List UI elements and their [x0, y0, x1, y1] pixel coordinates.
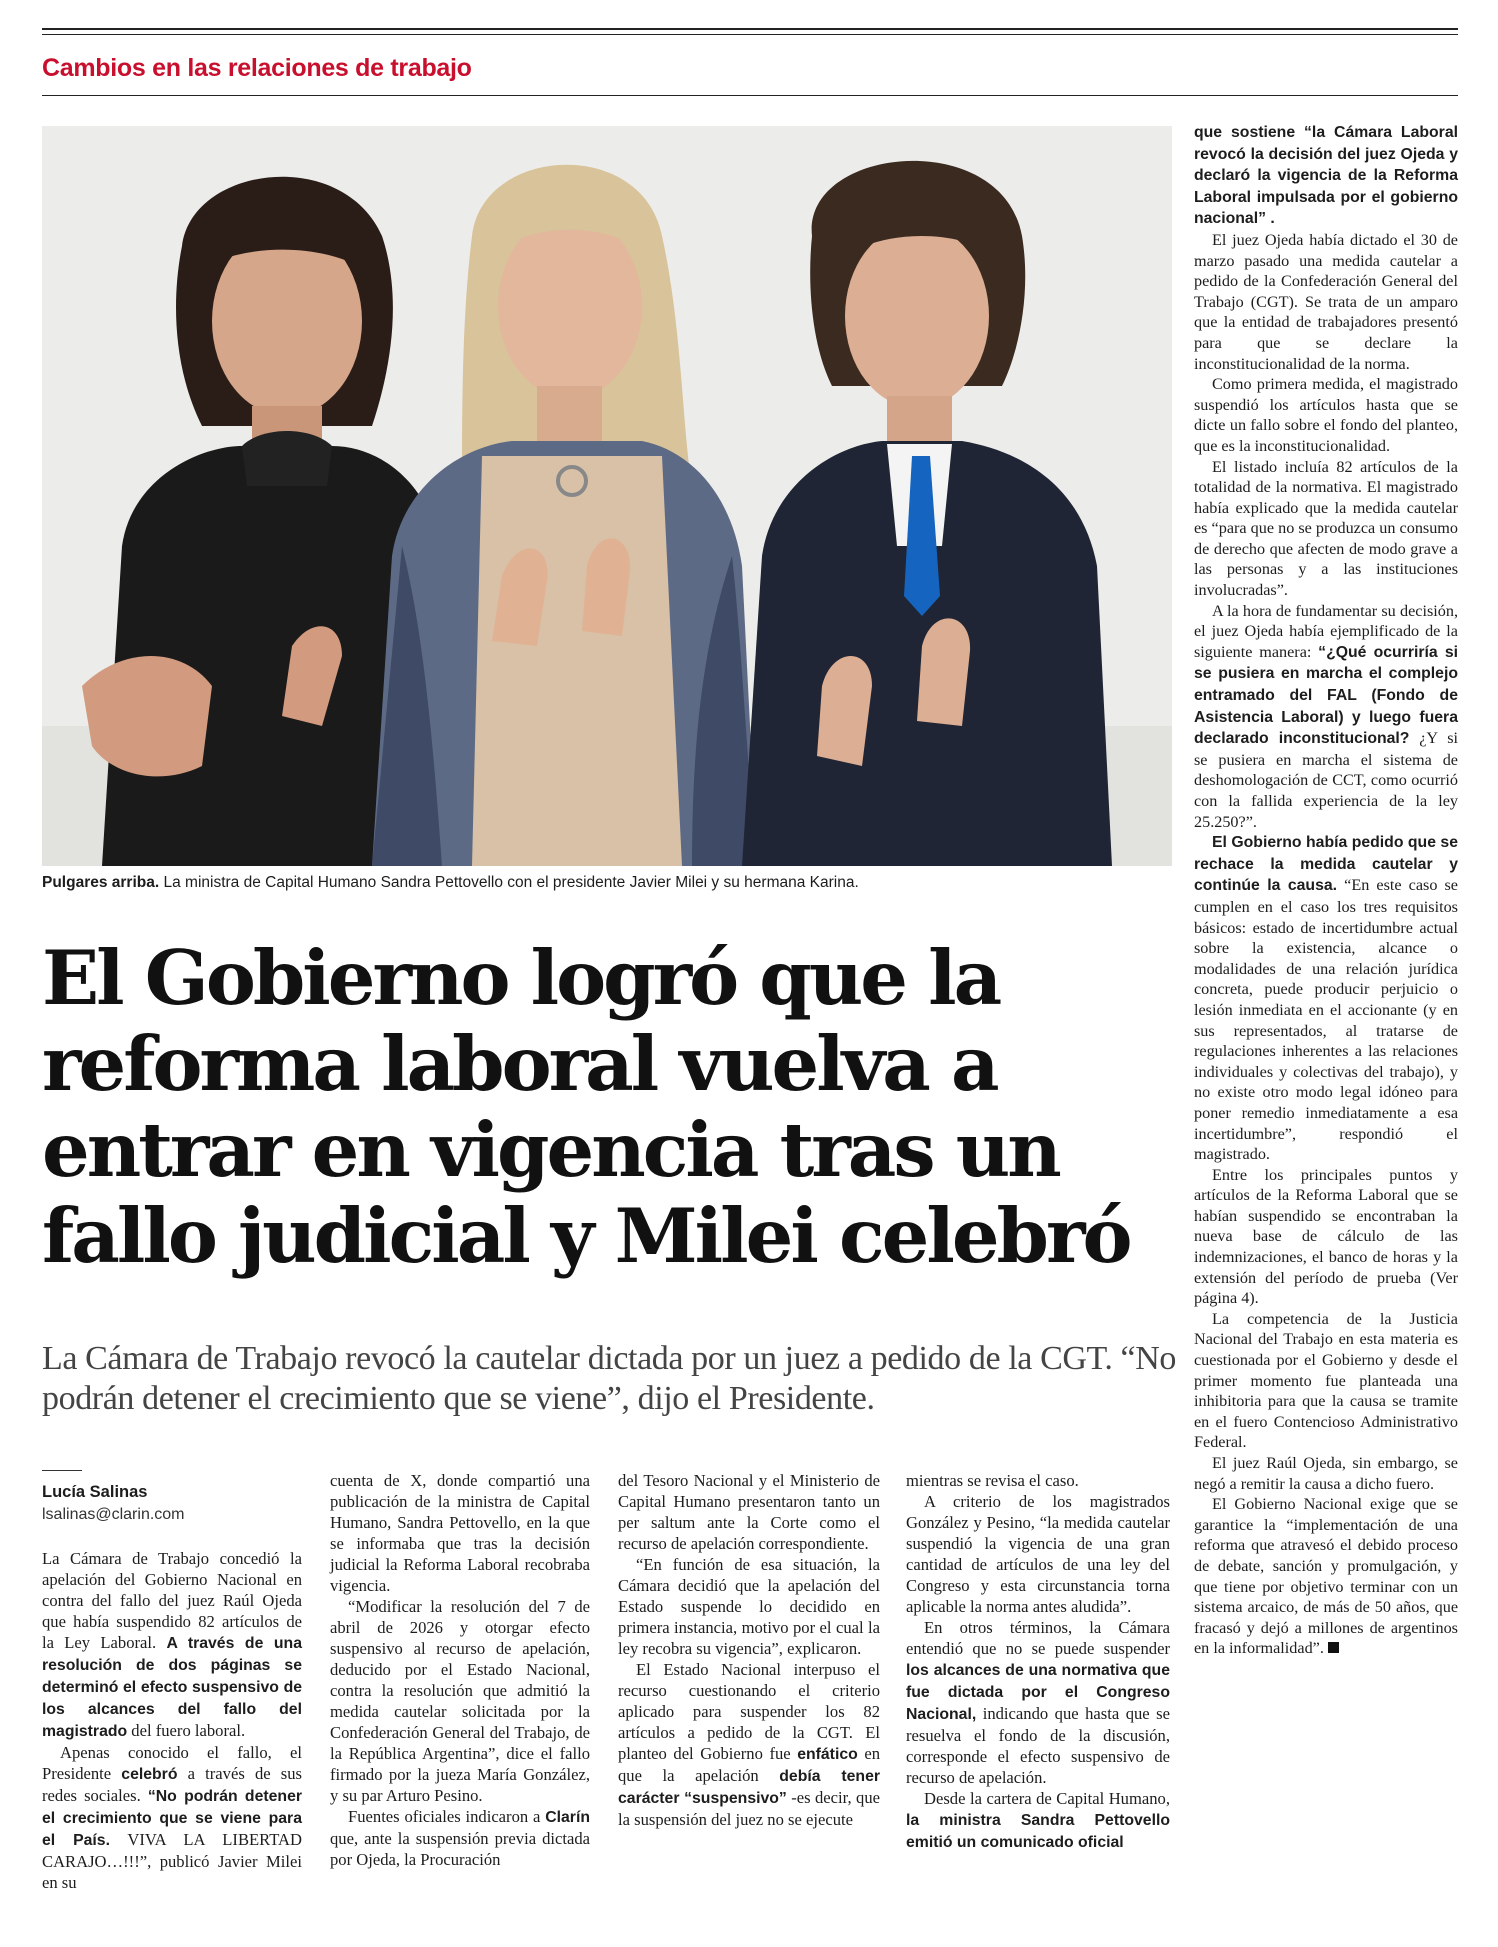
article-column-2	[330, 1470, 590, 1870]
paragraph: “Modificar la resolución del 7 de abril de 2026 y otorgar efecto suspensivo al recurso de apelación, deducido por el Estado Nacional, contra la resolución que admitió la medida cautelar solicitada por la Confederación General del Trabajo, de la República Argentina”, dice el fallo firmado por la jueza María González, y su par Arturo Pesino.	[330, 1597, 590, 1805]
paragraph: cuenta de X, donde compartió una publicación de la ministra de Capital Humano, Sandra Pettovello, en la que se informaba que tras la decisión judicial la Reforma Laboral recobraba vigencia.	[330, 1471, 590, 1595]
article-column-3	[618, 1470, 880, 1830]
paragraph: La Cámara de Trabajo concedió la apelación del Gobierno Nacional en contra del fallo del juez Raúl Ojeda que había suspendido 82 artículos de la Ley Laboral. A través de una resolución de dos páginas se determinó el efecto suspensivo de los alcances del fallo del magistrado del fuero laboral.	[42, 1549, 302, 1740]
photo-three-people	[42, 126, 1172, 866]
article-column-4	[906, 1470, 1170, 1853]
section-title: Cambios en las relaciones de trabajo	[42, 54, 472, 82]
paragraph: A la hora de fundamentar su decisión, el juez Ojeda había ejemplificado de la siguiente manera: “¿Qué ocurriría si se pusiera en marcha el complejo entramado del FAL (Fondo de Asistencia Laboral) y luego fuera declarado inconstitucional? ¿Y si se pusiera en marcha el sistema de deshomologación de CCT, como ocurrió con la fallida experiencia de la ley 25.250?”.	[1194, 601, 1458, 831]
paragraph: El Gobierno Nacional exige que se garantice la “implementación de una reforma que atravesó el debido proceso de debate, sanción y promulgación, y que tiene por objetivo terminar con un sistema arcaico, de más de 50 años, que fracasó y dejó a millones de argentinos en la informalidad”.	[1194, 1495, 1458, 1658]
dek: La Cámara de Trabajo revocó la cautelar dictada por un juez a pedido de la CGT. “No podrán detener el crecimiento que se viene”, dijo el Presidente.	[42, 1340, 1176, 1417]
byline-name: Lucía Salinas	[42, 1483, 148, 1501]
paragraph: La competencia de la Justicia Nacional del Trabajo en esta materia es cuestionada por el Gobierno y desde el primer momento fue planteada una inhibitoria para que la causa se tramite en el fuero Contencioso Administrativo Federal.	[1194, 1309, 1458, 1452]
paragraph: del Tesoro Nacional y el Ministerio de Capital Humano presentaron tanto un per saltum ante la Corte como el recurso de apelación correspondiente.	[618, 1471, 880, 1553]
byline-email[interactable]: lsalinas@clarin.com	[42, 1506, 185, 1523]
paragraph: mientras se revisa el caso.	[906, 1471, 1079, 1490]
top-rule	[42, 28, 1458, 30]
paragraph: El Estado Nacional interpuso el recurso cuestionando el criterio aplicado para suspender los 82 artículos a pedido de la CGT. El planteo del Gobierno fue enfático en que la apelación debía tener carácter “suspensivo” -es decir, que la suspensión del juez no se ejecute	[618, 1660, 880, 1829]
caption-text: La ministra de Capital Humano Sandra Pettovello con el presidente Javier Milei y su hermana Karina.	[163, 874, 859, 891]
section-rule	[42, 95, 1458, 96]
paragraph: que sostiene “la Cámara Laboral revocó la decisión del juez Ojeda y declaró la vigencia de la Reforma Laboral impulsada por el gobierno nacional” .	[1194, 124, 1458, 228]
paragraph: “En función de esa situación, la Cámara decidió que la apelación del Estado suspende lo decidido en primera instancia, motivo por el cual la ley recobra su vigencia”, explicaron.	[618, 1555, 880, 1658]
end-mark-icon	[1328, 1642, 1339, 1653]
paragraph: Como primera medida, el magistrado suspendió los artículos hasta que se dicte un fallo sobre el fondo del planteo, que es la inconstitucionalidad.	[1194, 375, 1458, 455]
byline-rule	[42, 1470, 82, 1471]
paragraph: A criterio de los magistrados González y Pesino, “la medida cautelar suspendió la vigencia de una gran cantidad de artículos de una ley del Congreso y esta circunstancia torna aplicable la norma antes aludida”.	[906, 1492, 1170, 1616]
paragraph: Fuentes oficiales indicaron a Clarín que, ante la suspensión previa dictada por Ojeda, la Procuración	[330, 1807, 590, 1869]
top-rule-thin	[42, 34, 1458, 35]
paragraph: El juez Raúl Ojeda, sin embargo, se negó a remitir la causa a dicho fuero.	[1194, 1454, 1458, 1493]
article-column-1	[42, 1548, 302, 1893]
paragraph: Apenas conocido el fallo, el Presidente celebró a través de sus redes sociales. “No podrán detener el crecimiento que se viene para el País. VIVA LA LIBERTAD CARAJO…!!!”, publicó Javier Milei en su	[42, 1743, 302, 1892]
caption-lead: Pulgares arriba.	[42, 874, 160, 891]
paragraph: Desde la cartera de Capital Humano, la ministra Sandra Pettovello emitió un comunicado oficial	[906, 1789, 1170, 1851]
article-column-5	[1194, 122, 1458, 1659]
paragraph: En otros términos, la Cámara entendió que no se puede suspender los alcances de una normativa que fue dictada por el Congreso Nacional, indicando que hasta que se resuelva el fondo de la discusión, corresponde el efecto suspensivo de recurso de apelación.	[906, 1618, 1170, 1787]
paragraph: Entre los principales puntos y artículos de la Reforma Laboral que se habían suspendido se encontraban la nueva base de cálculo de las indemnizaciones, el banco de horas y la extensión del período de prueba (Ver página 4).	[1194, 1165, 1458, 1308]
headline: El Gobierno logró que la reforma laboral vuelva a entrar en vigencia tras un fallo judicial y Milei celebró	[42, 934, 1130, 1280]
paragraph: El listado incluía 82 artículos de la totalidad de la normativa. El magistrado había explicado que la medida cautelar es “para que no se produzca un consumo de derecho que afecten de modo grave a las personas y a las instituciones involucradas”.	[1194, 457, 1458, 600]
photo-caption	[42, 874, 1172, 892]
paragraph: El Gobierno había pedido que se rechace la medida cautelar y continúe la causa. “En este caso se cumplen en el caso los tres requisitos básicos: estado de incertidumbre actual sobre la existencia, alcance o modalidades de una relación jurídica concreta, puede producir perjuicio o lesión inmediata en el accionante (y en sus representados, al tratarse de regulaciones inherentes a las relaciones individuales y colectivas del trabajo), y no existe otro modo legal idóneo para poner remedio inmediatamente a esa incertidumbre”, respondió el magistrado.	[1194, 834, 1458, 1164]
paragraph: El juez Ojeda había dictado el 30 de marzo pasado una medida cautelar a pedido de la Confederación General del Trabajo (CGT). Se trata de un amparo que la entidad de trabajadores presentó para que se declare la inconstitucionalidad de la norma.	[1194, 230, 1458, 373]
